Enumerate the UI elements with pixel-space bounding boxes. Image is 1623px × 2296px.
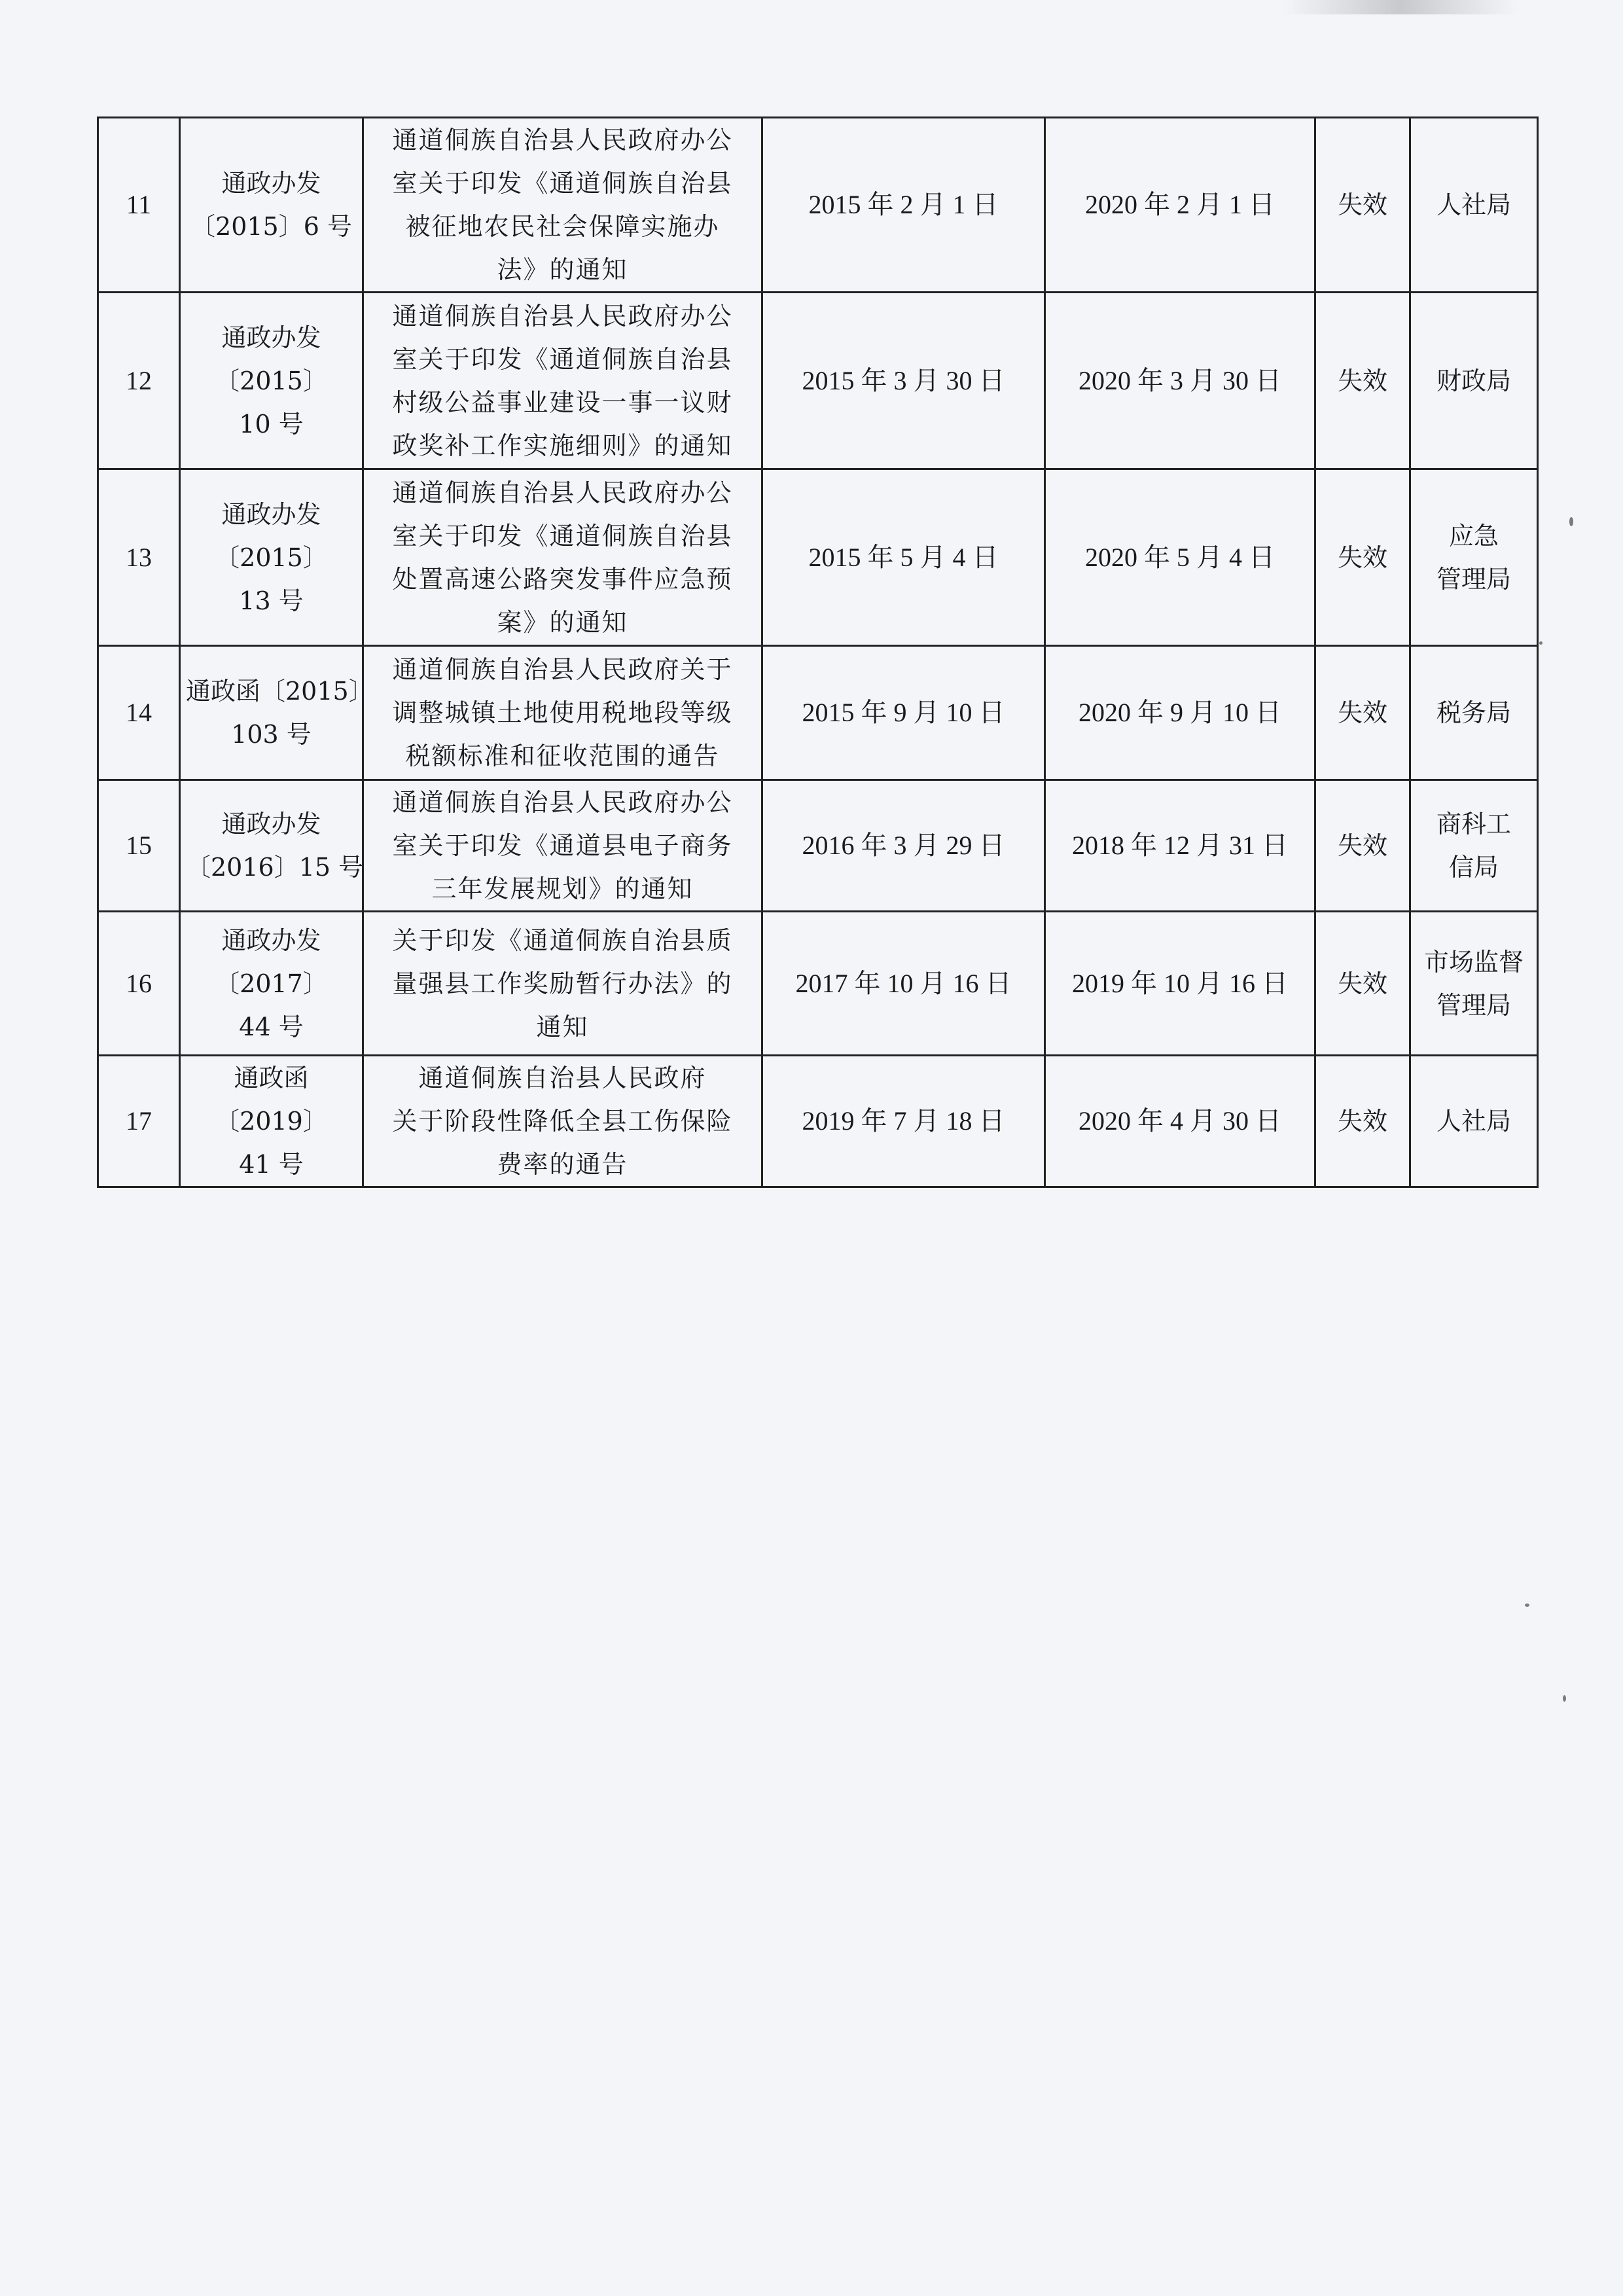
department-line: 管理局 [1436, 990, 1511, 1020]
end-date: 2020 年 5 月 4 日 [1045, 469, 1315, 646]
scan-speck [1563, 1695, 1566, 1702]
document-title-line: 三年发展规划》的通知 [431, 874, 694, 903]
scan-edge-shadow [1283, 0, 1518, 14]
document-title-line: 政奖补工作实施细则》的通知 [392, 431, 733, 460]
scan-speck [1539, 641, 1543, 645]
start-date: 2015 年 9 月 10 日 [762, 646, 1045, 780]
status: 失效 [1315, 1056, 1410, 1187]
status: 失效 [1315, 780, 1410, 912]
end-date: 2020 年 2 月 1 日 [1045, 118, 1315, 293]
document-title-line: 通道侗族自治县人民政府办公 [392, 301, 733, 331]
department-line: 人社局 [1436, 1107, 1511, 1136]
status: 失效 [1315, 469, 1410, 646]
document-number-line: 通政函〔2015〕 [186, 677, 374, 706]
document-title [363, 118, 762, 293]
row-index: 12 [98, 293, 180, 469]
table-row [98, 646, 1538, 780]
department [1410, 780, 1538, 912]
document-number-line: 通政函 [234, 1064, 309, 1092]
document-number-line: 〔2019〕 [215, 1107, 328, 1136]
start-date: 2015 年 5 月 4 日 [762, 469, 1045, 646]
row-index: 11 [98, 118, 180, 293]
status: 失效 [1315, 118, 1410, 293]
start-date: 2015 年 2 月 1 日 [762, 118, 1045, 293]
document-number-line: 〔2016〕15 号 [186, 853, 364, 882]
row-index: 14 [98, 646, 180, 780]
document-title-line: 室关于印发《通道侗族自治县 [392, 521, 733, 550]
department [1410, 912, 1538, 1056]
end-date: 2020 年 9 月 10 日 [1045, 646, 1315, 780]
document-title-line: 通道侗族自治县人民政府关于 [392, 655, 733, 684]
invalidated-documents-table [97, 117, 1539, 1188]
document-title [363, 469, 762, 646]
document-number-line: 通政办发 [221, 925, 321, 955]
row-index: 13 [98, 469, 180, 646]
department [1410, 469, 1538, 646]
document-number-line: 通政办发 [221, 499, 321, 529]
document-number-line: 通政办发 [221, 169, 321, 198]
document-number [180, 293, 363, 469]
document-title [363, 780, 762, 912]
department-line: 财政局 [1436, 366, 1511, 395]
document-title-line: 被征地农民社会保障实施办 [405, 212, 720, 241]
document-number-line: 〔2015〕 [215, 543, 328, 572]
document-number-line: 44 号 [239, 1012, 304, 1041]
row-index: 17 [98, 1056, 180, 1187]
end-date: 2020 年 4 月 30 日 [1045, 1056, 1315, 1187]
scan-speck [1525, 1604, 1529, 1607]
document-number-line: 41 号 [239, 1150, 304, 1179]
document-title-line: 通道侗族自治县人民政府 [418, 1064, 707, 1092]
document-number [180, 1056, 363, 1187]
document-number-line: 13 号 [239, 586, 304, 615]
document-number-line: 103 号 [231, 720, 312, 749]
department [1410, 118, 1538, 293]
document-title [363, 1056, 762, 1187]
document-title-line: 关于印发《通道侗族自治县质 [392, 925, 733, 955]
department-line: 商科工 [1436, 810, 1511, 838]
document-number [180, 469, 363, 646]
document-number [180, 118, 363, 293]
document-number-line: 通政办发 [221, 810, 321, 838]
document-title-line: 处置高速公路突发事件应急预 [392, 564, 733, 594]
scan-speck [1569, 517, 1573, 526]
department-line: 人社局 [1436, 190, 1511, 219]
document-title-line: 关于阶段性降低全县工伤保险 [392, 1107, 733, 1136]
document-title-line: 法》的通知 [497, 255, 628, 284]
document-number-line: 10 号 [239, 409, 304, 439]
table-row [98, 118, 1538, 293]
row-index: 15 [98, 780, 180, 912]
document-title-line: 村级公益事业建设一事一议财 [392, 387, 733, 417]
status: 失效 [1315, 646, 1410, 780]
document-title-line: 室关于印发《通道侗族自治县 [392, 169, 733, 198]
document-title-line: 调整城镇土地使用税地段等级 [392, 698, 733, 727]
document-title-line: 通道侗族自治县人民政府办公 [392, 788, 733, 817]
document-number-line: 〔2017〕 [215, 969, 328, 998]
document-title-line: 通道侗族自治县人民政府办公 [392, 478, 733, 507]
table-row [98, 912, 1538, 1056]
document-number-line: 〔2015〕6 号 [190, 212, 352, 241]
document-title-line: 通道侗族自治县人民政府办公 [392, 126, 733, 154]
end-date: 2018 年 12 月 31 日 [1045, 780, 1315, 912]
document-number-line: 〔2015〕 [215, 366, 328, 395]
start-date: 2019 年 7 月 18 日 [762, 1056, 1045, 1187]
end-date: 2020 年 3 月 30 日 [1045, 293, 1315, 469]
department-line: 管理局 [1436, 564, 1511, 594]
department [1410, 1056, 1538, 1187]
document-title-line: 案》的通知 [497, 607, 628, 637]
document-title [363, 912, 762, 1056]
start-date: 2017 年 10 月 16 日 [762, 912, 1045, 1056]
table-row [98, 1056, 1538, 1187]
status: 失效 [1315, 912, 1410, 1056]
end-date: 2019 年 10 月 16 日 [1045, 912, 1315, 1056]
document-title [363, 646, 762, 780]
document-number [180, 912, 363, 1056]
department-line: 信局 [1448, 853, 1499, 882]
document-title-line: 量强县工作奖励暂行办法》的 [392, 969, 733, 998]
department-line: 税务局 [1436, 698, 1511, 727]
table-body [98, 118, 1538, 1187]
department-line: 应急 [1448, 521, 1499, 550]
row-index: 16 [98, 912, 180, 1056]
status: 失效 [1315, 293, 1410, 469]
table-row [98, 293, 1538, 469]
start-date: 2015 年 3 月 30 日 [762, 293, 1045, 469]
table-row [98, 469, 1538, 646]
department-line: 市场监督 [1423, 947, 1524, 977]
table-row [98, 780, 1538, 912]
document-title-line: 室关于印发《通道侗族自治县 [392, 344, 733, 374]
department [1410, 646, 1538, 780]
document-number [180, 646, 374, 780]
document-title-line: 通知 [536, 1012, 589, 1041]
document-title-line: 税额标准和征收范围的通告 [405, 742, 720, 770]
start-date: 2016 年 3 月 29 日 [762, 780, 1045, 912]
document-title-line: 费率的通告 [497, 1150, 628, 1179]
document-title [363, 293, 762, 469]
department [1410, 293, 1538, 469]
document-number-line: 通政办发 [221, 323, 321, 352]
document-number [180, 780, 363, 912]
document-title-line: 室关于印发《通道县电子商务 [392, 831, 733, 860]
